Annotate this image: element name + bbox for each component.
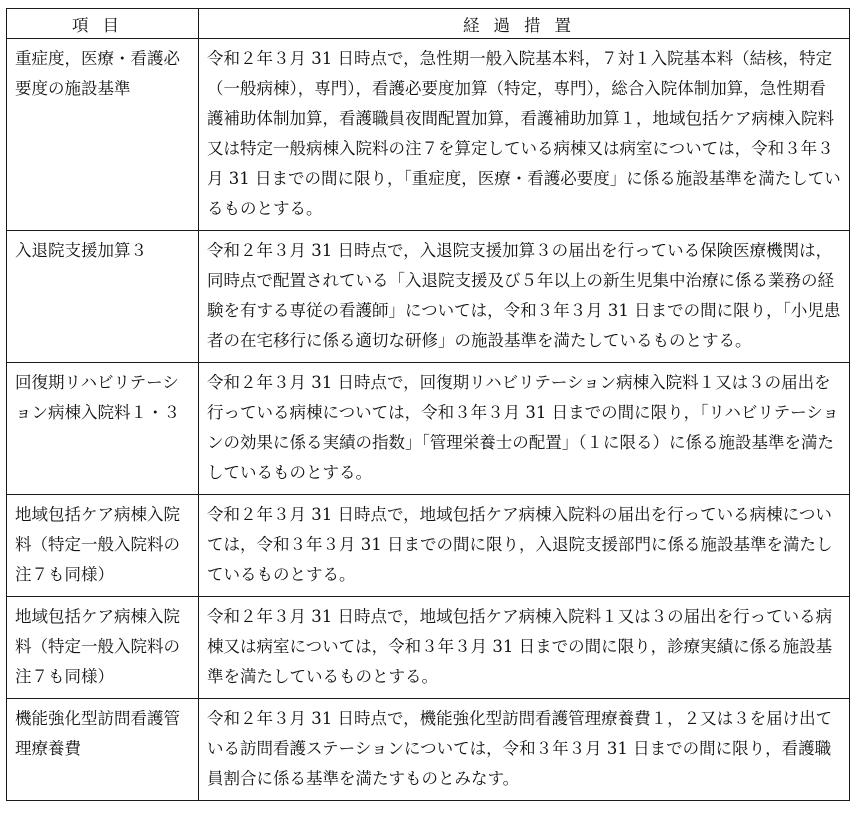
table-row <box>7 363 850 495</box>
header-item: 項目 <box>7 9 199 39</box>
table-row <box>7 597 850 699</box>
header-measure: 経過措置 <box>199 9 850 39</box>
table-row <box>7 495 850 597</box>
row-item-cell: 回復期リハビリテーション病棟入院料１・３ <box>7 363 199 495</box>
transition-measures-document <box>6 8 849 801</box>
row-measure-cell: 令和２年３月 31 日時点で，地域包括ケア病棟入院料の届出を行っている病棟については，令和３年３月 31 日までの間に限り，入退院支援部門に係る施設基準を満たしているものとする。 <box>199 495 850 597</box>
table-row <box>7 699 850 801</box>
row-measure-cell: 令和２年３月 31 日時点で，回復期リハビリテーション病棟入院料１又は３の届出を行っている病棟については，令和３年３月 31 日までの間に限り，「リハビリテーションの効果に係る実績の指数」「管理栄養士の配置」（１に限る）に係る施設基準を満たしているものとする。 <box>199 363 850 495</box>
row-item-cell: 入退院支援加算３ <box>7 231 199 363</box>
header-row <box>7 9 850 39</box>
row-item-cell: 重症度，医療・看護必要度の施設基準 <box>7 39 199 231</box>
row-item-cell: 地域包括ケア病棟入院料（特定一般入院料の注７も同様） <box>7 495 199 597</box>
row-measure-cell: 令和２年３月 31 日時点で，急性期一般入院基本料，７対１入院基本料（結核，特定（一般病棟），専門），看護必要度加算（特定，専門），総合入院体制加算，急性期看護補助体制加算，看護職員夜間配置加算，看護補助加算１，地域包括ケア病棟入院料又は特定一般病棟入院料の注７を算定している病棟又は病室については，令和３年３月 31 日までの間に限り，「重症度，医療・看護必要度」に係る施設基準を満たしているものとする。 <box>199 39 850 231</box>
row-item-cell: 機能強化型訪問看護管理療養費 <box>7 699 199 801</box>
row-measure-cell: 令和２年３月 31 日時点で，地域包括ケア病棟入院料１又は３の届出を行っている病棟又は病室については，令和３年３月 31 日までの間に限り，診療実績に係る施設基準を満たしているものとする。 <box>199 597 850 699</box>
row-item-cell: 地域包括ケア病棟入院料（特定一般入院料の注７も同様） <box>7 597 199 699</box>
table-row <box>7 39 850 231</box>
table-row <box>7 231 850 363</box>
transition-measures-table <box>6 8 850 801</box>
row-measure-cell: 令和２年３月 31 日時点で，入退院支援加算３の届出を行っている保険医療機関は，同時点で配置されている「入退院支援及び５年以上の新生児集中治療に係る業務の経験を有する専従の看護師」については，令和３年３月 31 日までの間に限り，「小児患者の在宅移行に係る適切な研修」の施設基準を満たしているものとする。 <box>199 231 850 363</box>
row-measure-cell: 令和２年３月 31 日時点で，機能強化型訪問看護管理療養費１，２又は３を届け出ている訪問看護ステーションについては，令和３年３月 31 日までの間に限り，看護職員割合に係る基準を満たすものとみなす。 <box>199 699 850 801</box>
